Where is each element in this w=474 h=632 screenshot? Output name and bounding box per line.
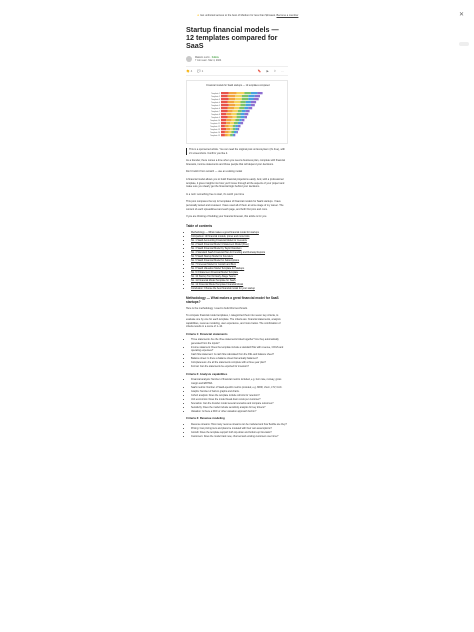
avatar[interactable]: [186, 56, 192, 62]
toc-link[interactable]: • No. 2 SaaS Financial Model 3-Statement Model (Free): [191, 243, 288, 247]
criteria-heading: Criteria 1: Financial statements: [186, 331, 228, 336]
list-item: • Sensitivity: Does the model include sensitivity analysis for key drivers?: [191, 406, 288, 409]
chart-bar-segment: [238, 122, 241, 124]
close-icon[interactable]: ✕: [459, 12, 465, 18]
chart-bar-segment: [248, 107, 252, 109]
chart-bar-segment: [251, 92, 258, 94]
chart-bar-segment: [221, 125, 225, 127]
chart-bar-segment: [235, 104, 240, 106]
paragraph: As a founder, there comes a time when you need a business plan, complete with financial forecasts, income statements and those people that will depend your decisions.: [186, 159, 285, 166]
chart-bar-segment: [238, 110, 242, 112]
toc-link[interactable]: • No. 3 SaaS Financial Model by Taylor Davidson: [191, 247, 288, 251]
article-body: [186, 148, 288, 438]
chart-bar-segment: [233, 116, 237, 118]
chart-bar-segment: [228, 101, 235, 103]
author-name[interactable]: Maksim Luzin: [195, 55, 210, 59]
chart-bar-segment: [235, 128, 238, 130]
chart-bar-segment: [228, 95, 236, 97]
chart-bar-segment: [238, 128, 239, 130]
chart-bar-segment: [221, 128, 226, 130]
chart-bar-segment: [238, 125, 241, 127]
chart-bar-segment: [241, 122, 244, 124]
chart-bar-segment: [235, 95, 242, 97]
chart-bar-segment: [233, 134, 234, 136]
chart-bar-segment: [241, 104, 246, 106]
toc-link[interactable]: • No. 1 SaaS Accounting Financial Model for Investors: [191, 239, 288, 243]
methodology-heading: Methodology — What makes a great financial model for SaaS startups?: [186, 295, 279, 304]
toc-link[interactable]: • Comparison: All financial models, prices and more links: [191, 235, 288, 239]
chart-category-label: Template 4: [211, 102, 220, 105]
chart-bar-segment: [244, 113, 248, 115]
chart-bar-segment: [254, 98, 259, 100]
chart-bar-segment: [226, 113, 231, 115]
paragraph: This post compares the top 12 templates of financial models for SaaS startups. I have personally tested and reviewed. I have used all of them at some stage of my career. The content of each spreadsheet and each page, and both first pros and cons.: [186, 200, 284, 211]
chart-bar-segment: [225, 125, 229, 127]
chart-bar-segment: [257, 92, 262, 94]
chart-bar-segment: [242, 95, 249, 97]
chart-category-label: Template 11: [210, 123, 220, 126]
chart-bar-segment: [230, 122, 234, 124]
chart-bar-segment: [221, 107, 228, 109]
chart-bar-segment: [251, 104, 255, 106]
list-item: • Cash flow statement: Is cash flow calculated from the P&L and balance sheet?: [191, 353, 288, 356]
become-member-link[interactable]: Become a member: [276, 14, 299, 17]
list-item: • Unit economics: Does the model break down costs per customer?: [191, 398, 288, 401]
toc-link[interactable]: • No. 7 Forecast Model for Growth and Burn: [191, 263, 288, 267]
paragraph: A financial model allows you to build financial projections easily. And, with a professional template, it gives insights into how you'll move through all the aspects of your project and make sure you clearly get the financial logic behind your decisions.: [186, 177, 285, 189]
table-of-contents: [186, 231, 288, 291]
chart-bar-segment: [231, 131, 234, 133]
chart-category-label: Template 5: [211, 105, 220, 108]
promo-text: Get unlimited access to the best of Medium for less than $1/week.: [200, 14, 276, 17]
chart-bar-segment: [234, 134, 235, 136]
chart-bar-segment: [221, 92, 229, 94]
chart-bar-segment: [226, 122, 230, 124]
chart-bar-segment: [248, 95, 255, 97]
chart-bar-segment: [231, 113, 236, 115]
criteria-list: [186, 378, 288, 413]
chart-bar-segment: [233, 128, 236, 130]
star-icon: ★: [197, 14, 200, 17]
chart-bar-segment: [255, 95, 260, 97]
chart-bar-segment: [221, 122, 226, 124]
criteria-heading: Criteria 3: Revenue modeling: [186, 415, 225, 420]
article-action-bar: [186, 66, 288, 76]
list-item: • Growth: Does the template support both top-down and bottom-up forecasts?: [191, 431, 288, 434]
chart-bar-segment: [233, 125, 236, 127]
criteria-heading: Criteria 2: Analysis capabilities: [186, 371, 228, 376]
list-item: • Income statement: Does the template include a standard P&L with revenue, COGS and operating expenses?: [191, 346, 288, 353]
list-item: • SaaS metrics: Number of SaaS-specific metrics provided, e.g. MRR, churn, LTV, CAC.: [191, 386, 288, 389]
chart-bar-segment: [229, 98, 236, 100]
criteria-list: [186, 338, 288, 368]
chart-title: Financial models for SaaS startups — 12 templates compared: [206, 85, 270, 88]
chart-bar-segment: [242, 110, 246, 112]
list-item: • Valuation: Is there a DCF or other valuation approach built in?: [191, 410, 288, 413]
chart-bar-segment: [221, 131, 225, 133]
chart-bar-segment: [234, 107, 239, 109]
toc-link[interactable]: • No. 10 Startup Tool for Early-Stage Teams: [191, 275, 288, 279]
chart-category-label: Template 8: [211, 114, 220, 117]
chart-bar-segment: [235, 98, 242, 100]
list-item: • Customers: Does the model track new, churned and existing customers over time?: [191, 435, 288, 438]
chart-bar-segment: [242, 119, 245, 121]
article: [186, 26, 288, 440]
member-promo-banner: [197, 14, 298, 17]
list-item: • Balance sheet: Is there a balance sheet that actually balances?: [191, 357, 288, 360]
chart-bar-segment: [251, 101, 256, 103]
chart-bar-segment: [229, 131, 232, 133]
chart-bar-segment: [244, 107, 248, 109]
list-item: • Revenue streams: How many revenue streams can be modeled and how flexible are they?: [191, 423, 288, 426]
play-icon[interactable]: ▶: [266, 69, 269, 74]
chart-bar-segment: [221, 116, 228, 118]
chart-bar-segment: [237, 92, 245, 94]
list-item: • Completeness: Are all the statements complete with a three-year plan?: [191, 361, 288, 364]
chart-bar-segment: [221, 98, 229, 100]
paragraph: Here is the methodology I used to build this benchmark.: [186, 306, 248, 310]
list-item: • Graphs: Number of built-in graphs and charts.: [191, 390, 288, 393]
more-icon[interactable]: …: [281, 69, 284, 74]
chart-category-label: Template 7: [211, 111, 220, 114]
toc-link[interactable]: • No. 6 SaaS Financial Model for Subscriptions: [191, 259, 288, 263]
chart-bar-segment: [221, 113, 226, 115]
chart-category-label: Template 1: [211, 93, 220, 96]
toc-link[interactable]: • No. 4 Standard SaaS Financial Plan for Funding and Runway Reports: [191, 251, 288, 255]
chart-bar-segment: [225, 131, 229, 133]
chart-bar-segment: [228, 107, 235, 109]
chart-category-label: Template 13: [210, 129, 220, 132]
list-item: • Cohort analysis: Does the template include cohorts for retention?: [191, 394, 288, 397]
toc-link[interactable]: • Conclusion: Choose the best financial model for your startup: [191, 287, 288, 291]
clap-button[interactable]: 👏 4: [186, 69, 193, 74]
article-title: Startup financial models — 12 templates compared for SaaS: [186, 25, 279, 51]
chart-bar-segment: [234, 101, 241, 103]
follow-button[interactable]: Follow: [211, 55, 219, 59]
chart-bar-segment: [221, 119, 226, 121]
chart-bar-segment: [246, 110, 250, 112]
chart-bar-segment: [237, 131, 238, 133]
toc-link[interactable]: • Methodology — What makes a good financial model for startups: [191, 231, 288, 235]
chart-bar-segment: [229, 104, 236, 106]
toc-link[interactable]: • No. 11 Financial Model Template for SaaS: [191, 279, 288, 283]
toc-link[interactable]: • No. 5 SaaS Startup Model for Founders: [191, 255, 288, 259]
chart-category-label: Template 15: [210, 135, 220, 138]
chart-bar-segment: [237, 113, 241, 115]
chart-category-label: Template 14: [210, 132, 220, 135]
article-meta: 7 min read · Mar 4, 2024: [195, 58, 222, 62]
chart-category-label: Template 6: [211, 108, 220, 111]
paragraph: Don't build it from scratch — use an existing model: [186, 170, 243, 174]
chart-bar-segment: [241, 113, 245, 115]
sponsored-note: This is a sponsored article. You can read the original post on Ecosystem (it's free), with 21 screenshots. Confirm you like it.: [186, 148, 288, 155]
chart-bar-segment: [235, 119, 239, 121]
list-item: • Financial analysis: Number of financial metrics included, e.g. burn rate, runway, gross margin and EBITDA.: [191, 378, 288, 385]
side-panel-handle[interactable]: [459, 42, 469, 46]
comparison-chart: [186, 80, 288, 144]
toc-link[interactable]: • No. 12 Financial Model Template Financial Model: [191, 283, 288, 287]
paragraph: In a rush: something free to start, it's worth your time: [186, 192, 245, 196]
chart-bar-segment: [230, 128, 233, 130]
chart-category-label: Template 3: [211, 99, 220, 102]
chart-bar-segment: [246, 101, 251, 103]
byline: Maksim Luzin · Follow 7 min read · Mar 4, 2024: [186, 56, 288, 62]
chart-bar-segment: [228, 110, 233, 112]
list-item: • Pricing: Can pricing tiers and plans be modeled with their own assumptions?: [191, 427, 288, 430]
chart-bar-segment: [231, 119, 235, 121]
list-item: • Three statements: Are the three statements linked together? Are they automatically generated from the inputs?: [191, 338, 288, 345]
list-item: • Scenarios: Can the founder model several scenarios and compare outcomes?: [191, 402, 288, 405]
chart-bar-segment: [221, 95, 228, 97]
chart-bar-segment: [234, 122, 238, 124]
chart-bar-segment: [239, 107, 244, 109]
chart-bar-segment: [239, 119, 242, 121]
toc-link[interactable]: • No. 8 SaaS Valuation Model Template for Startups: [191, 267, 288, 271]
comment-button[interactable]: 💬 1: [197, 69, 204, 74]
chart-bar-segment: [229, 92, 237, 94]
chart-bar-segment: [237, 116, 241, 118]
chart-bar-segment: [226, 119, 231, 121]
toc-heading: Table of contents: [186, 223, 213, 228]
chart-bar-segment: [244, 92, 251, 94]
paragraph: If you are thinking of building your financial forecast, this article is for you.: [186, 215, 268, 219]
chart-bar-segment: [241, 116, 245, 118]
chart-category-label: Template 10: [210, 120, 220, 123]
chart-bar-segment: [221, 110, 228, 112]
chart-category-label: Template 2: [211, 96, 220, 99]
toc-link[interactable]: • No. 9 3-Statement Financial Model Template: [191, 271, 288, 275]
chart-category-label: Template 9: [211, 117, 220, 120]
chart-bar-segment: [244, 116, 247, 118]
paragraph: To compare financial model templates, I categorized them into seven key criteria, to evaluate one by one for each template. The criteria are: financial statements, analysis capabilities, revenue modeling, user experience, and more below. The combination of criteria results in a score of 1–10.: [186, 314, 281, 329]
comparison-chart-svg: [187, 81, 289, 143]
chart-bar-segment: [228, 134, 231, 136]
chart-bar-segment: [225, 134, 228, 136]
criteria-list: [186, 423, 288, 438]
chart-bar-segment: [241, 101, 246, 103]
chart-bar-segment: [221, 134, 225, 136]
chart-bar-segment: [221, 101, 228, 103]
share-icon[interactable]: ⇪: [273, 69, 277, 74]
chart-category-label: Template 12: [210, 126, 220, 129]
chart-bar-segment: [235, 125, 238, 127]
chart-bar-segment: [246, 104, 251, 106]
chart-bar-segment: [248, 98, 253, 100]
bookmark-icon[interactable]: 🔖: [257, 69, 262, 74]
chart-bar-segment: [226, 128, 230, 130]
chart-bar-segment: [221, 104, 229, 106]
chart-bar-segment: [230, 134, 233, 136]
chart-bar-segment: [234, 131, 237, 133]
list-item: • Format: Can the statements be exported for investors?: [191, 365, 288, 368]
chart-bar-segment: [242, 98, 249, 100]
chart-bar-segment: [228, 116, 233, 118]
chart-bar-segment: [229, 125, 233, 127]
chart-bar-segment: [233, 110, 238, 112]
